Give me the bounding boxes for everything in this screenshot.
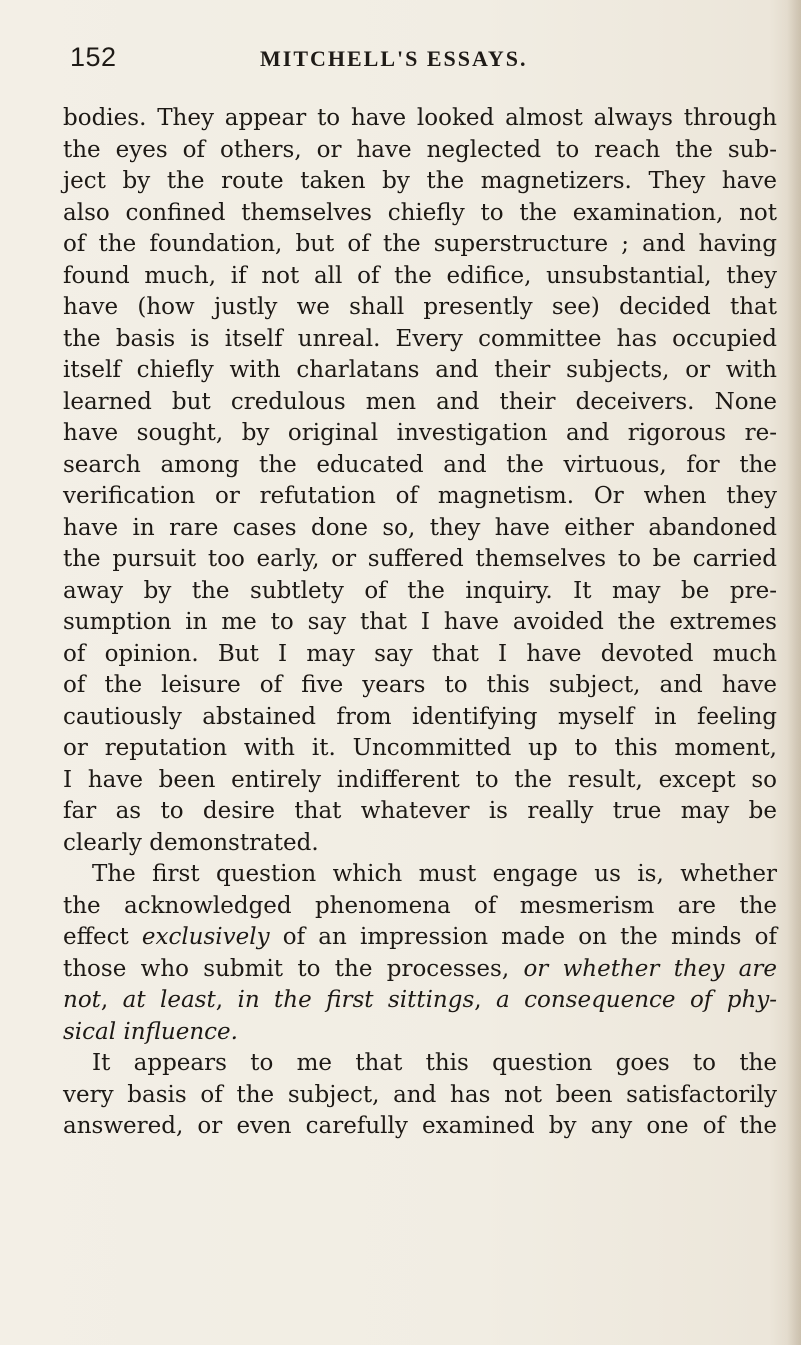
text-line: away by the subtlety of the inquiry. It may be pre- — [63, 577, 777, 604]
text-line: The first question which must engage us is, whether — [92, 861, 777, 887]
italic-text: not — [63, 987, 101, 1013]
text-segment: , — [215, 987, 238, 1013]
italic-text: sical influence. — [63, 1018, 238, 1045]
text-line: answered, or even carefully examined by any one of the — [63, 1113, 777, 1139]
page-edge-shadow — [787, 0, 801, 1345]
text-line: have sought, by original investigation and rigorous re- — [63, 420, 777, 446]
text-line: learned but credulous men and their deceivers. None — [63, 388, 777, 415]
text-segment: effect — [63, 924, 142, 950]
text-line: of opinion. But I may say that I have devoted much — [63, 640, 777, 667]
text-line: of the leisure of five years to this subject, and have — [63, 672, 777, 698]
text-segment: of an impression made on the minds of — [269, 924, 777, 950]
text-line: very basis of the subject, and has not been satisfactorily — [63, 1081, 777, 1108]
italic-text: or whether they are — [523, 955, 777, 982]
text-line: of the foundation, but of the superstructure ; and having — [63, 231, 777, 257]
text-line: far as to desire that whatever is really true may be — [63, 798, 777, 824]
text-segment: , — [100, 987, 123, 1013]
text-line — [63, 922, 777, 954]
text-line: cautiously abstained from identifying myself in feeling — [63, 703, 777, 730]
text-line: verification or refutation of magnetism. Or when they — [63, 483, 777, 509]
text-line: bodies. They appear to have looked almost always through — [63, 105, 777, 131]
text-line: have in rare cases done so, they have either abandoned — [63, 514, 777, 541]
text-segment: those who submit to the processes, — [63, 955, 524, 982]
running-head: MITCHELL'S ESSAYS. — [260, 46, 528, 71]
italic-text: exclusively — [141, 924, 270, 950]
text-line: It appears to me that this question goes to the — [92, 1050, 777, 1076]
text-line — [63, 954, 777, 986]
page-header — [70, 42, 760, 82]
text-line — [63, 985, 777, 1017]
text-line: have (how justly we shall presently see) decided that — [63, 294, 777, 320]
text-line: also confined themselves chiefly to the examination, not — [63, 199, 777, 226]
italic-text: in the first sittings — [237, 987, 475, 1013]
text-line: the basis is itself unreal. Every committee has occupied — [63, 325, 777, 352]
text-line: found much, if not all of the edifice, unsubstantial, they — [63, 262, 777, 289]
text-line: the eyes of others, or have neglected to reach the sub- — [63, 136, 777, 163]
text-line: search among the educated and the virtuous, for the — [63, 451, 777, 478]
text-line: I have been entirely indifferent to the result, except so — [63, 766, 777, 793]
text-line: clearly demonstrated. — [63, 829, 319, 856]
text-line: itself chiefly with charlatans and their subjects, or with — [63, 357, 777, 383]
body-text — [63, 103, 777, 1143]
italic-text: at least — [122, 987, 216, 1013]
text-line: ject by the route taken by the magnetizers. They have — [63, 168, 777, 194]
page-number: 152 — [70, 42, 117, 72]
text-line — [63, 1017, 777, 1049]
text-line: or reputation with it. Uncommitted up to this moment, — [63, 735, 777, 761]
text-line: sumption in me to say that I have avoided the extremes — [63, 609, 777, 635]
italic-text: a consequence of phy- — [496, 987, 778, 1013]
text-line: the pursuit too early, or suffered themselves to be carried — [63, 546, 777, 572]
text-segment: , — [474, 987, 496, 1013]
text-line: the acknowledged phenomena of mesmerism are the — [63, 892, 777, 919]
